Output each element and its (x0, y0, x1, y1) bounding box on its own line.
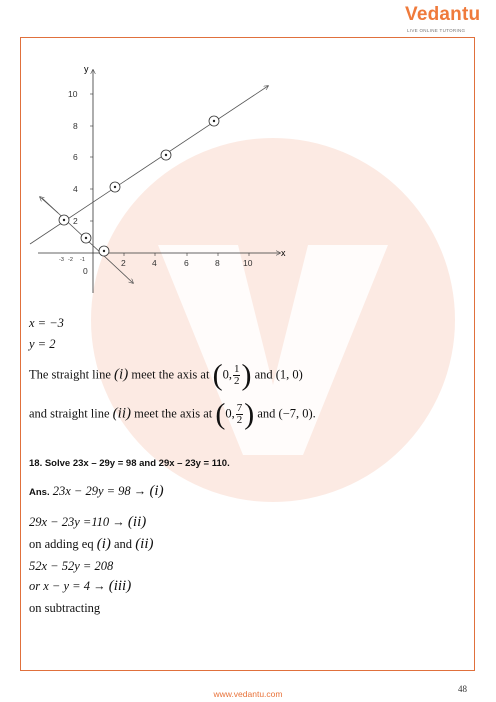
x-tick-m3: -3 (59, 257, 64, 263)
y-tick-6: 6 (73, 152, 78, 162)
x-axis-label: x (281, 248, 286, 258)
adding-line: on adding eq (i) and (ii) (29, 536, 154, 552)
x-tick-10: 10 (243, 258, 253, 268)
page-number: 48 (458, 684, 467, 694)
y-tick-2: 2 (73, 216, 78, 226)
logo-wordmark: Vedantu (405, 4, 481, 25)
x-tick-m1: -1 (80, 257, 85, 263)
x-value: x = −3 (29, 316, 64, 330)
answer-eq4: or x − y = 4 → (iii) (29, 578, 132, 594)
y-tick-10: 10 (68, 89, 78, 99)
subtracting-line: on subtracting (29, 601, 101, 615)
answer-eq1: Ans. 23x − 29y = 98 → (i) (29, 483, 164, 499)
line1-sentence: The straight line (i) meet the axis at (0, $\frac{1}{2}$ ) and (1, 0) (29, 358, 303, 392)
y-tick-4: 4 (73, 184, 78, 194)
line-graph (28, 58, 298, 293)
answer-eq2: 29x − 23y =110 → (ii) (29, 514, 147, 530)
line2-sentence: and straight line (ii) meet the axis at (0, $\frac{7}{2}$ ) and (−7, 0). (29, 397, 316, 431)
x-tick-8: 8 (215, 258, 220, 268)
x-tick-6: 6 (184, 258, 189, 268)
origin-label: 0 (83, 266, 88, 276)
question-18: 18. Solve 23x – 29y = 98 and 29x – 23y = 110. (29, 458, 230, 469)
y-value: y = 2 (29, 337, 56, 351)
x-tick-m2: -2 (68, 257, 73, 263)
vedantu-logo (400, 4, 480, 36)
logo-tagline: LIVE ONLINE TUTORING (407, 28, 466, 33)
y-axis-label: y (84, 64, 89, 74)
footer-url[interactable]: www.vedantu.com (213, 689, 283, 699)
x-tick-2: 2 (121, 258, 126, 268)
y-tick-8: 8 (73, 121, 78, 131)
answer-eq3: 52x − 52y = 208 (29, 559, 114, 573)
x-tick-4: 4 (152, 258, 157, 268)
